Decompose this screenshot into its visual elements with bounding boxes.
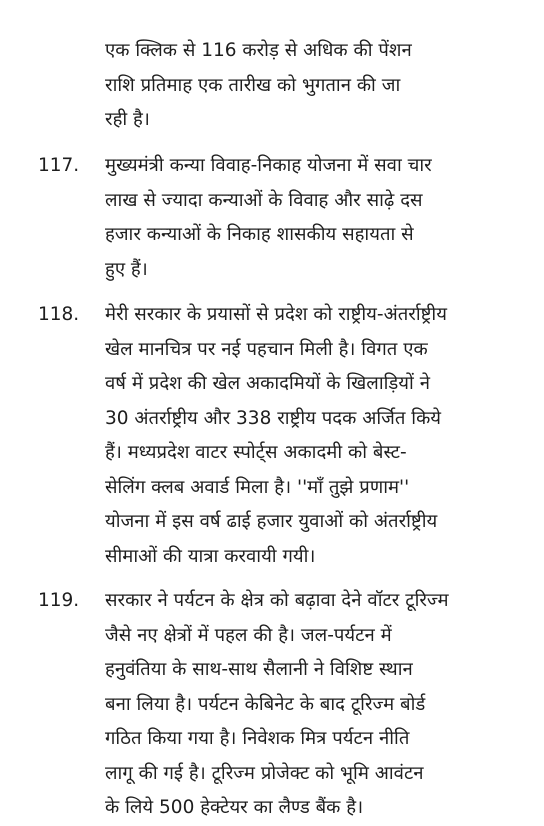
text-line: हुए हैं।	[105, 259, 148, 280]
text-line: गठित किया गया है। निवेशक मित्र पर्यटन नीति	[105, 728, 410, 749]
text-line: हैं। मध्यप्रदेश वाटर स्पोर्ट्स अकादमी को बेस्ट-	[105, 442, 407, 463]
text-line: खेल मानचित्र पर नई पहचान मिली है। विगत एक	[105, 339, 428, 360]
text-line: के लिये 500 हेक्टेयर का लैण्ड बैंक है।	[105, 797, 364, 818]
text-line: हजार कन्याओं के निकाह शासकीय सहायता से	[105, 224, 414, 245]
text-line: रही है।	[105, 109, 150, 130]
text-line: सीमाओं की यात्रा करवायी गयी।	[105, 546, 316, 567]
text-line: सेलिंग क्लब अवार्ड मिला है। ''माँ तुझे प्रणाम''	[105, 477, 410, 498]
text-line: एक क्लिक से 116 करोड़ से अधिक की पेंशन	[105, 40, 412, 61]
text-line: वर्ष में प्रदेश की खेल अकादमियों के खिलाड़ियों ने	[105, 373, 430, 394]
paragraph-number: 119.	[38, 590, 80, 611]
paragraph-number: 118.	[38, 304, 80, 325]
paragraph-number: 117.	[38, 155, 80, 176]
text-line: बना लिया है। पर्यटन केबिनेट के बाद टूरिज्म बोर्ड	[105, 694, 426, 715]
text-line: 30 अंतर्राष्ट्रीय और 338 राष्ट्रीय पदक अर्जित किये	[105, 408, 442, 429]
text-line: हनुवंतिया के साथ-साथ सैलानी ने विशिष्ट स्थान	[105, 659, 413, 680]
text-line: सरकार ने पर्यटन के क्षेत्र को बढ़ावा देने वॉटर टूरिज्म	[105, 590, 449, 611]
text-line: लाख से ज्यादा कन्याओं के विवाह और साढ़े दस	[105, 190, 423, 211]
text-line: मुख्यमंत्री कन्या विवाह-निकाह योजना में सवा चार	[105, 155, 432, 176]
text-line: मेरी सरकार के प्रयासों से प्रदेश को राष्ट्रीय-अंतर्राष्ट्रीय	[105, 304, 447, 325]
text-line: लागू की गई है। टूरिज्म प्रोजेक्ट को भूमि आवंटन	[105, 763, 424, 784]
text-line: जैसे नए क्षेत्रों में पहल की है। जल-पर्यटन में	[105, 625, 392, 646]
text-line: योजना में इस वर्ष ढाई हजार युवाओं को अंतर्राष्ट्रीय	[105, 511, 438, 532]
text-line: राशि प्रतिमाह एक तारीख को भुगतान की जा	[105, 75, 401, 96]
